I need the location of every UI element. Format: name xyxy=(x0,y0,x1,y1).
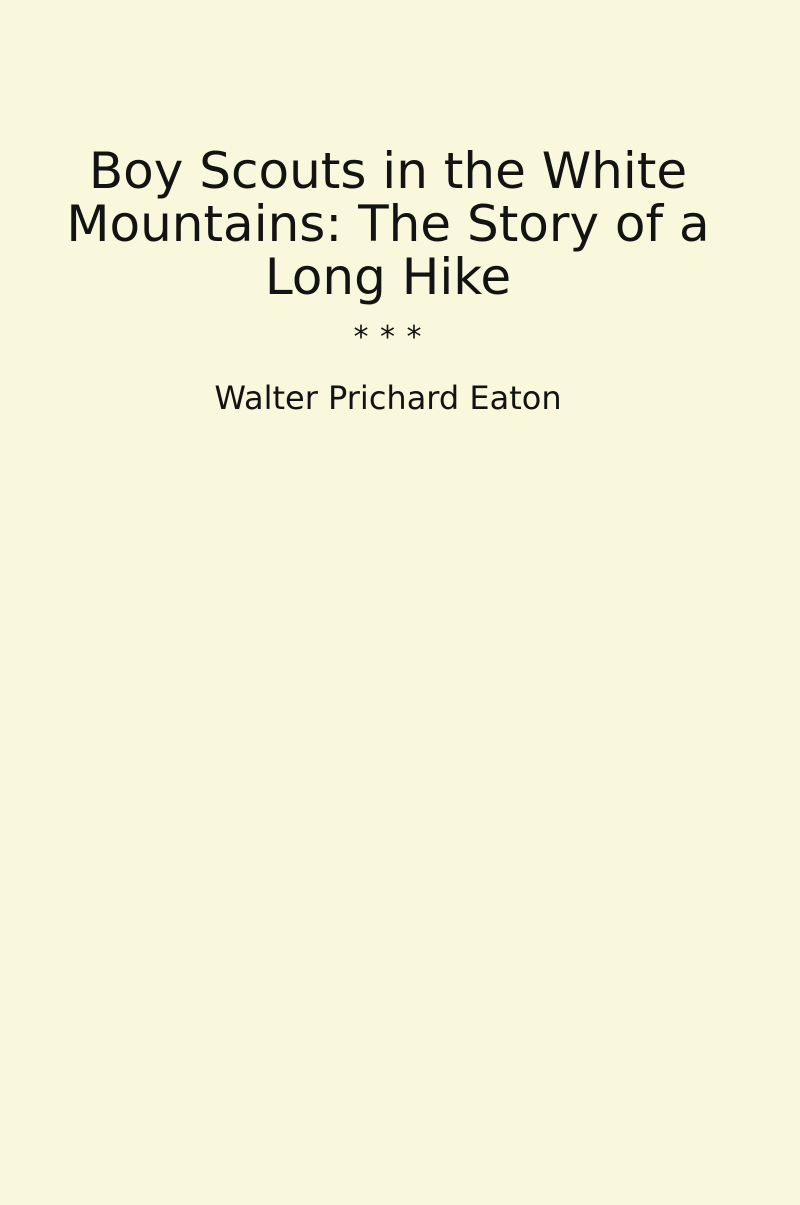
title-page-content xyxy=(0,0,800,417)
book-title-line-2: Mountains: The Story of a xyxy=(66,195,710,253)
separator-asterisks: * * * xyxy=(353,320,423,355)
book-title xyxy=(0,142,776,306)
book-title-line-1: Boy Scouts in the White xyxy=(88,142,688,200)
author-name: Walter Prichard Eaton xyxy=(214,379,562,417)
book-title-line-3: Long Hike xyxy=(264,248,512,306)
